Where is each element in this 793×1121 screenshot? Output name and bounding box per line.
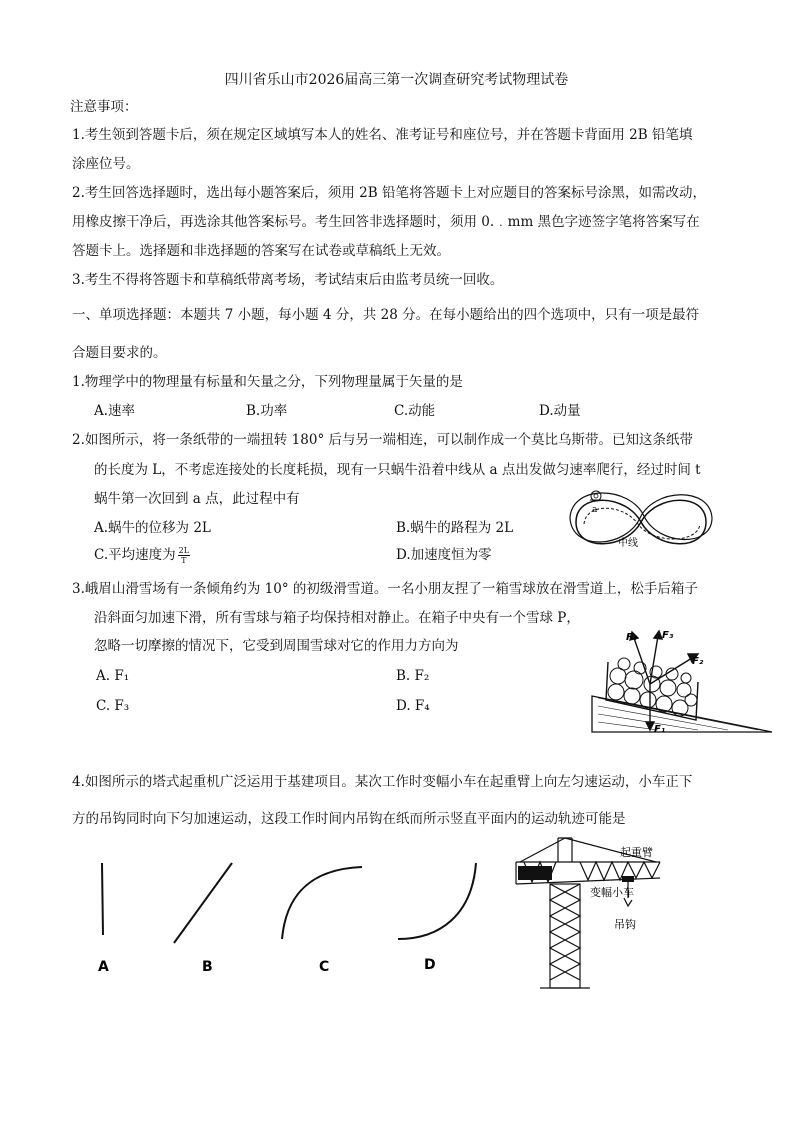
q2-stem-line-1: 2.如图所示，将一条纸带的一端扭转 180° 后与另一端相连，可以制作成一个莫比乌斯带。已知这条纸带 bbox=[72, 432, 693, 448]
q4-stem-line-2: 方的吊钩同时向下匀加速运动，这段工作时间内吊钩在纸而所示竖直平面内的运动轨迹可能是 bbox=[72, 811, 626, 827]
q2-stem-line-3: 蜗牛第一次回到 a 点，此过程中有 bbox=[94, 491, 300, 507]
tower-crane-figure bbox=[510, 834, 690, 994]
trajectory-label-a: A bbox=[98, 959, 109, 975]
q2-fraction-numerator: 2L bbox=[178, 546, 190, 555]
q3-option-b: B. F₂ bbox=[396, 668, 430, 684]
notice-item-1-line-2: 涂座位号。 bbox=[72, 156, 140, 172]
crane-arm-label: 起重臂 bbox=[620, 846, 653, 859]
trajectory-curve-c bbox=[282, 867, 362, 939]
force-f3-label: F₃ bbox=[662, 630, 674, 641]
force-f4-label: F₄ bbox=[626, 632, 638, 643]
q1-option-d: D.动量 bbox=[539, 403, 581, 419]
q4-stem-line-1: 4.如图所示的塔式起重机广泛运用于基建项目。某次工作时变幅小车在起重臂上向左匀速运动，小车正下 bbox=[72, 774, 693, 790]
q2-stem-line-2: 的长度为 L，不考虑连接处的长度耗损，现有一只蜗牛沿着中线从 a 点出发做匀速率爬行，经过时间 t bbox=[94, 462, 701, 478]
trajectory-curve-b bbox=[174, 863, 232, 943]
q1-stem: 1.物理学中的物理量有标量和矢量之分，下列物理量属于矢量的是 bbox=[72, 374, 463, 390]
crane-trolley-label: 变幅小车 bbox=[590, 886, 634, 899]
q2-option-c bbox=[94, 546, 190, 565]
page-title: 四川省乐山市2026届高三第一次调查研究考试物理试卷 bbox=[224, 72, 569, 88]
trajectory-label-b: B bbox=[202, 959, 213, 975]
section-1-heading-line-2: 合题目要求的。 bbox=[72, 345, 167, 361]
mobius-strip-figure bbox=[566, 482, 716, 562]
crane-hook-label: 吊钩 bbox=[614, 918, 636, 931]
force-f2-label: F₂ bbox=[692, 656, 704, 667]
q3-stem-line-3: 忽略一切摩擦的情况下，它受到周围雪球对它的作用力方向为 bbox=[94, 638, 459, 654]
trajectory-curve-d bbox=[398, 863, 476, 939]
q1-option-b: B.功率 bbox=[246, 403, 288, 419]
q1-option-a: A.速率 bbox=[94, 403, 136, 419]
notice-item-1-line-1: 1.考生领到答题卡后，须在规定区域填写本人的姓名、准考证号和座位号，并在答题卡背面用 2B 铅笔填 bbox=[72, 127, 693, 143]
section-1-heading-line-1: 一、单项选择题：本题共 7 小题，每小题 4 分，共 28 分。在每小题给出的四个选项中，只有一项是最符 bbox=[72, 307, 700, 323]
notice-item-3: 3.考生不得将答题卡和草稿纸带离考场，考试结束后由监考员统一回收。 bbox=[72, 272, 504, 288]
notice-item-2-line-3: 答题卡上。选择题和非选择题的答案写在试卷或草稿纸上无效。 bbox=[72, 243, 450, 259]
q3-stem-line-2: 沿斜面匀加速下滑，所有雪球与箱子均保持相对静止。在箱子中央有一个雪球 P， bbox=[94, 610, 580, 626]
q2-fraction-denominator: T bbox=[181, 556, 187, 565]
notice-heading: 注意事项： bbox=[70, 99, 138, 115]
q3-stem-line-1: 3.峨眉山滑雪场有一条倾角约为 10° 的初级滑雪道。一名小朋友捏了一箱雪球放在滑雪道上，松手后箱子 bbox=[72, 581, 698, 597]
q3-option-d: D. F₄ bbox=[396, 698, 430, 714]
trajectory-label-d: D bbox=[424, 957, 436, 973]
q3-option-c: C. F₃ bbox=[96, 698, 130, 714]
q2-option-c-fraction bbox=[178, 546, 190, 565]
q2-option-d: D.加速度恒为零 bbox=[396, 547, 492, 563]
mobius-midline-label: 中线 bbox=[618, 538, 638, 549]
q2-option-c-prefix: C.平均速度为 bbox=[94, 547, 176, 563]
q2-option-a: A.蜗牛的位移为 2L bbox=[94, 520, 211, 536]
q1-option-c: C.动能 bbox=[394, 403, 436, 419]
trajectory-curve-a bbox=[102, 863, 103, 935]
notice-item-2-line-2: 用橡皮擦干净后，再选涂其他答案标号。考生回答非选择题时，须用 0.﹒mm 黑色字迹签字笔将答案写在 bbox=[72, 214, 700, 230]
q3-option-a: A. F₁ bbox=[96, 668, 130, 684]
notice-item-2-line-1: 2.考生回答选择题时，选出每小题答案后，须用 2B 铅笔将答题卡上对应题目的答案标号涂黑，如需改动， bbox=[72, 185, 706, 201]
trajectory-label-c: C bbox=[319, 959, 330, 975]
snowball-box-figure bbox=[588, 626, 774, 736]
trajectory-options-figure bbox=[80, 855, 480, 980]
force-f1-label: F₁ bbox=[654, 724, 666, 735]
mobius-point-a-label: a bbox=[592, 505, 598, 515]
q2-option-b: B.蜗牛的路程为 2L bbox=[396, 520, 514, 536]
